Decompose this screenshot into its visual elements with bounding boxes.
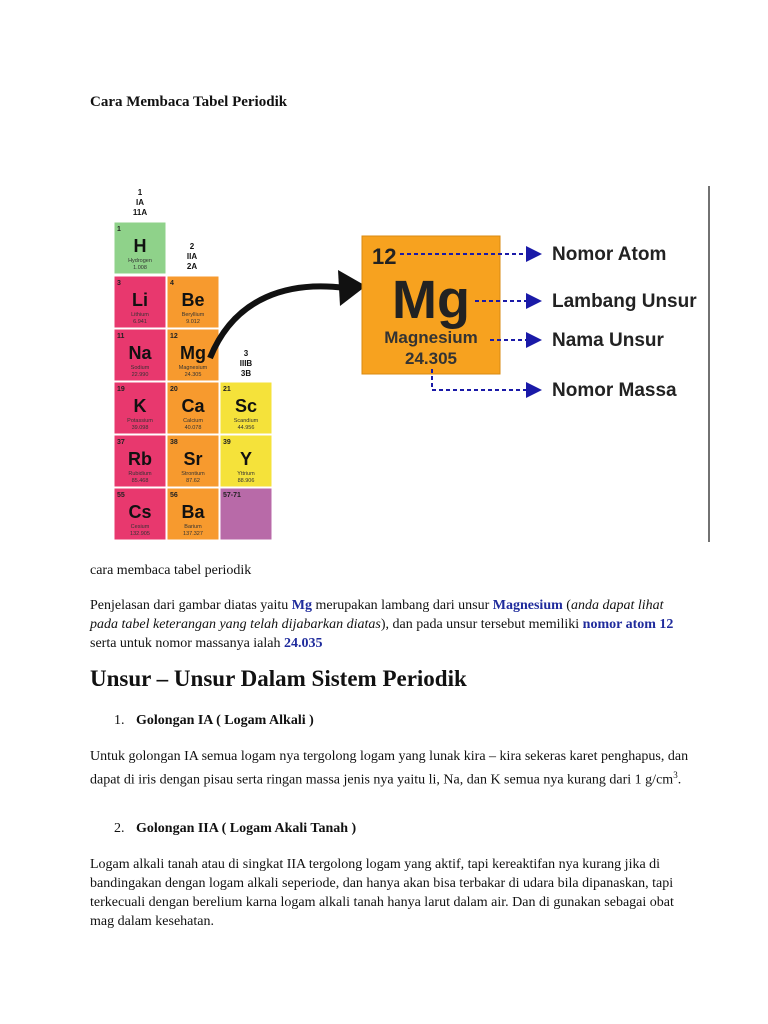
cell-name: Barium [184, 524, 202, 530]
list-number: 2. [114, 821, 125, 836]
element-cell-y [220, 435, 272, 487]
section-heading: Unsur – Unsur Dalam Sistem Periodik [90, 666, 467, 691]
cell-atomic-number: 39 [223, 439, 231, 446]
element-cell-ca [167, 382, 219, 434]
cell-atomic-number: 56 [170, 492, 178, 499]
page-title: Cara Membaca Tabel Periodik [90, 94, 288, 110]
highlight-magnesium: Magnesium [492, 598, 563, 613]
cell-name: Beryllium [181, 312, 205, 318]
cell-symbol: Sc [234, 396, 258, 416]
cell-mass: 137.327 [183, 531, 203, 537]
list-number: 1. [114, 713, 125, 728]
explanation-paragraph [90, 596, 690, 653]
cell-name: Sodium [130, 365, 150, 371]
element-cell-lanthanides [220, 488, 272, 540]
cell-atomic-number: 19 [117, 386, 125, 393]
paragraph-golongan-ia [90, 747, 690, 790]
highlight-mg: Mg [291, 598, 312, 613]
cell-atomic-number: 37 [117, 439, 125, 446]
label-nama-unsur: Nama Unsur [552, 330, 664, 351]
text: serta untuk nomor massanya ialah [90, 636, 285, 651]
cell-atomic-number: 4 [170, 280, 174, 287]
group3-header-num: 3 [243, 349, 249, 358]
big-element-name: Magnesium [384, 328, 478, 347]
group3-header-iiib: IIIB [239, 359, 253, 368]
element-cell-be [167, 276, 219, 328]
group2-header-num: 2 [189, 242, 195, 251]
cell-mass: 87.62 [186, 478, 200, 484]
cell-name: Strontium [181, 471, 205, 477]
highlight-mass: 24.035 [284, 636, 323, 651]
group2-header-iia: IIA [186, 252, 198, 261]
cell-name: Potassium [127, 418, 153, 424]
text: Untuk golongan IA semua logam nya tergolong logam yang lunak kira – kira sekeras karet penghapus, dan dapat di iris dengan pisau serta ringan massa jenis nya yaitu li, Na, dan K semua nya kurang dari 1 g/cm [90, 749, 689, 788]
cell-symbol: Cs [128, 502, 152, 522]
group3-header-alt: 3B [240, 369, 252, 378]
cell-symbol: Be [181, 290, 205, 310]
cell-symbol: Na [128, 343, 152, 363]
element-cell-li [114, 276, 166, 328]
cell-symbol: Ba [181, 502, 205, 522]
cell-name: Calcium [183, 418, 203, 424]
element-cell-sr [167, 435, 219, 487]
cell-atomic-number: 20 [170, 386, 178, 393]
big-symbol: Mg [392, 270, 470, 330]
cell-name: Yttrium [237, 471, 255, 477]
curved-arrow [210, 286, 345, 358]
text: ), dan pada unsur tersebut memiliki [380, 617, 583, 632]
cell-atomic-number: 3 [117, 280, 121, 287]
group1-header-num: 1 [137, 188, 143, 197]
element-cell-k [114, 382, 166, 434]
list-label: Golongan IIA ( Logam Akali Tanah ) [136, 821, 357, 836]
big-atomic-number: 12 [372, 244, 397, 269]
cell-atomic-number: 38 [170, 439, 178, 446]
text: . [677, 772, 682, 788]
big-atomic-mass: 24.305 [405, 349, 457, 368]
cell-symbol: H [133, 236, 147, 256]
element-cell-sc [220, 382, 272, 434]
cell-atomic-number: 1 [117, 226, 121, 233]
cell-atomic-number: 21 [223, 386, 231, 393]
cell-mass: 24.305 [184, 372, 202, 378]
cell-symbol: Li [132, 290, 148, 310]
cell-mass: 44.956 [237, 425, 255, 431]
group1-header-ia: IA [136, 198, 144, 207]
cell-name: Scandium [233, 418, 259, 424]
label-lambang-unsur: Lambang Unsur [552, 291, 697, 312]
cell-mass: 1.008 [133, 265, 147, 271]
element-cell-na [114, 329, 166, 381]
cell-mass: 132.905 [130, 531, 150, 537]
highlight-atomic-number: nomor atom 12 [582, 617, 674, 632]
figure-caption: cara membaca tabel periodik [90, 563, 252, 578]
text: ( [562, 598, 571, 613]
cell-mass: 40.078 [184, 425, 202, 431]
list-label: Golongan IA ( Logam Alkali ) [136, 713, 314, 728]
cell-symbol: Mg [180, 343, 206, 363]
label-nomor-massa: Nomor Massa [552, 380, 677, 401]
cell-name: Hydrogen [128, 258, 152, 264]
periodic-table-figure [110, 186, 712, 546]
magnesium-detail-box [362, 236, 500, 374]
cell-atomic-number: 57-71 [223, 492, 241, 499]
cell-symbol: K [133, 396, 147, 416]
element-cell-ba [167, 488, 219, 540]
cell-symbol: Y [239, 449, 253, 469]
cell-atomic-number: 55 [117, 492, 125, 499]
paragraph-golongan-iia: Logam alkali tanah atau di singkat IIA tergolong logam yang aktif, tapi kereaktifan nya kurang jika di bandingakan dengan logam alkali seperiode, dan hanya akan bisa terbakar di udara bila dipanaskan, tapi terkecuali dengan berelium karna logam alkali tanah hanya larut dalam air. Dan di gunakan sebagai obat mag dalam kesehatan. [90, 857, 674, 929]
group2-header-alt: 2A [186, 262, 198, 271]
cell-mass: 85.468 [131, 478, 149, 484]
cell-atomic-number: 11 [117, 333, 125, 340]
cell-name: Magnesium [178, 365, 208, 371]
element-cell-rb [114, 435, 166, 487]
group1-header-alt: 11A [132, 208, 148, 217]
cell-atomic-number: 12 [170, 333, 178, 340]
cell-name: Rubidium [128, 471, 152, 477]
cell-mass: 9.012 [186, 319, 200, 325]
element-cell-cs [114, 488, 166, 540]
cell-symbol: Sr [183, 449, 203, 469]
cell-mass: 6.941 [133, 319, 147, 325]
italic-note: anda dapat lihat pada tabel keterangan yang telah dijabarkan diatas [90, 598, 664, 632]
text: Penjelasan dari gambar diatas yaitu [90, 598, 292, 613]
label-nomor-atom: Nomor Atom [552, 244, 667, 265]
cell-name: Cesium [130, 524, 150, 530]
cell-name: Lithium [131, 312, 149, 318]
cell-mass: 22.990 [131, 372, 149, 378]
cell-symbol: Ca [181, 396, 205, 416]
list-item [114, 713, 314, 729]
text: merupakan lambang dari unsur [311, 598, 493, 613]
cell-symbol: Rb [128, 449, 152, 469]
list-item [114, 821, 356, 837]
element-cell-h [114, 222, 166, 274]
cell-mass: 39.098 [131, 425, 149, 431]
superscript: 3 [673, 770, 678, 780]
cell-mass: 88.906 [237, 478, 255, 484]
